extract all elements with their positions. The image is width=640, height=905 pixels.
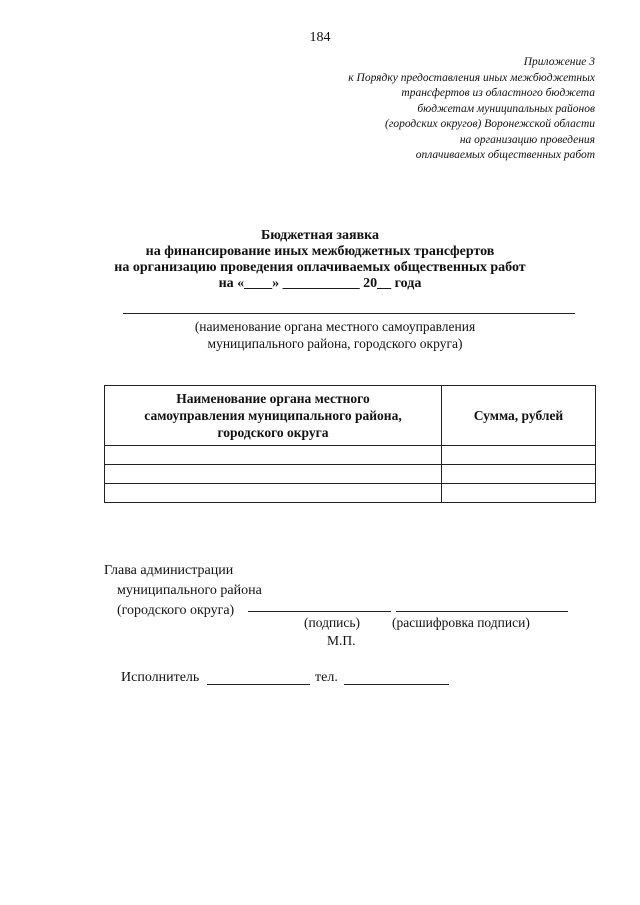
head-line: (городского округа) <box>117 603 235 618</box>
head-line: муниципального района <box>117 583 262 598</box>
table-cell-amount[interactable] <box>442 446 596 465</box>
signature-caption: (подпись) <box>304 615 361 630</box>
header-amount: Сумма, рублей <box>442 386 596 446</box>
appendix-line: к Порядку предоставления иных межбюджетных <box>348 71 595 84</box>
organization-caption <box>0 318 640 352</box>
appendix-line: трансфертов из областного бюджета <box>401 87 595 99</box>
organization-name-line <box>123 313 575 314</box>
title-line: Бюджетная заявка <box>260 228 380 243</box>
appendix-line: (городских округов) Воронежской области <box>385 118 595 130</box>
appendix-line: Приложение 3 <box>523 56 595 68</box>
appendix-line: оплачиваемых общественных работ <box>415 149 595 161</box>
table-cell-organization[interactable] <box>105 465 442 484</box>
table-header-row <box>105 386 596 446</box>
appendix-line: бюджетам муниципальных районов <box>417 102 595 115</box>
appendix-line: на организацию проведения <box>459 133 595 146</box>
appendix-reference <box>275 55 595 164</box>
header-line: самоуправления муниципального района, <box>144 408 402 423</box>
head-line: Глава администрации <box>104 563 234 578</box>
phone-number-line[interactable] <box>344 684 449 685</box>
table-cell-amount[interactable] <box>442 465 596 484</box>
title-date-line: на «____» ___________ 20__ года <box>218 276 422 291</box>
head-of-administration <box>104 561 262 621</box>
caption-line: муниципального района, городского округа) <box>207 336 463 351</box>
header-organization-name <box>105 386 442 446</box>
title-line: на организацию проведения оплачиваемых общественных работ <box>114 260 526 275</box>
table-row <box>105 446 596 465</box>
phone-label: тел. <box>315 670 338 685</box>
budget-table <box>104 385 596 503</box>
executor-label: Исполнитель <box>121 670 200 685</box>
table-row <box>105 484 596 503</box>
signature-decoding-caption: (расшифровка подписи) <box>392 615 530 630</box>
header-line: Наименование органа местного <box>176 391 370 406</box>
page-number: 184 <box>309 30 331 45</box>
signature-decoding-line[interactable] <box>396 611 568 612</box>
signature-line[interactable] <box>248 611 391 612</box>
table-cell-organization[interactable] <box>105 484 442 503</box>
table-cell-organization[interactable] <box>105 446 442 465</box>
table-cell-amount[interactable] <box>442 484 596 503</box>
caption-line: (наименование органа местного самоуправления <box>194 319 476 334</box>
document-title <box>0 228 640 292</box>
title-line: на финансирование иных межбюджетных трансфертов <box>145 244 495 259</box>
header-line: городского округа <box>217 425 329 440</box>
table-row <box>105 465 596 484</box>
executor-name-line[interactable] <box>207 684 310 685</box>
stamp-placeholder: М.П. <box>327 633 356 648</box>
